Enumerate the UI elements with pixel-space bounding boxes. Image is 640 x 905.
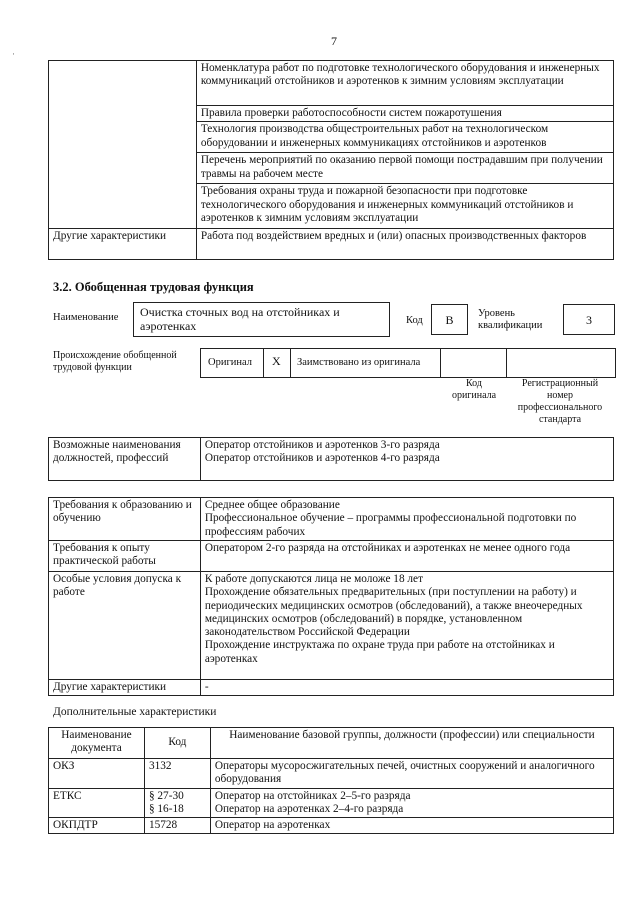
name-label: Наименование: [53, 312, 119, 323]
level-box: [563, 304, 615, 335]
requirement-line: К работе допускаются лица не моложе 18 лет: [204, 573, 423, 585]
requirement-line: -: [204, 681, 209, 693]
admission-label: Особые условия допуска к работе: [49, 572, 201, 680]
knowledge-table: [48, 60, 614, 260]
experience-label: Требования к опыту практической работы: [49, 541, 201, 572]
requirement-line: Профессиональное обучение – программы профессиональной подготовки по профессиям рабочих: [204, 512, 577, 538]
requirements-table: [48, 497, 614, 696]
name-item: Оператор на аэротенках 2–4-го разряда: [214, 802, 404, 815]
name-item: Оператор на отстойниках 2–5-го разряда: [214, 789, 411, 802]
code-item: § 16-18: [148, 802, 184, 815]
code-cell: [144, 759, 210, 789]
reg-number-caption: Регистрационный номер профессионального стандарта: [517, 378, 603, 425]
code-item: 3132: [148, 760, 172, 772]
borrowed-label: Заимствовано из оригинала: [297, 357, 421, 368]
other-label: Другие характеристики: [49, 680, 201, 696]
scan-mark: ·: [12, 49, 15, 59]
origin-label: Происхождение обобщенной трудовой функции: [53, 350, 177, 373]
level-label: Уровень квалификации: [478, 308, 543, 331]
additional-title: Дополнительные характеристики: [53, 706, 217, 718]
other-characteristics-label: Другие характеристики: [49, 229, 197, 260]
code-cell: [144, 788, 210, 818]
positions-table: [48, 437, 614, 481]
requirement-line: Среднее общее образование: [204, 499, 340, 511]
origin-divider-2: [440, 348, 507, 378]
doc-cell: ЕТКС: [49, 788, 145, 818]
knowledge-item: Номенклатура работ по подготовке технологического оборудования и инженерных коммуникаций отстойников и аэротенков к зимним условиям эксплуатации: [196, 61, 613, 106]
positions-values: [200, 438, 613, 481]
doc-cell: ОКПДТР: [49, 818, 145, 834]
education-label: Требования к образованию и обучению: [49, 498, 201, 541]
admission-value: [200, 572, 613, 680]
original-label: Оригинал: [208, 357, 252, 368]
header-doc: Наименование документа: [49, 728, 145, 759]
requirement-line: Прохождение инструктажа по охране труда при работе на отстойниках и аэротенках: [204, 639, 555, 665]
original-mark: X: [272, 354, 281, 368]
other-value: [200, 680, 613, 696]
position-item: Оператор отстойников и аэротенков 3-го разряда: [204, 439, 440, 451]
knowledge-item: Требования охраны труда и пожарной безопасности при подготовке технологического оборудования и инженерных коммуникаций отстойников и аэротенков к зимним условиям эксплуатации: [196, 184, 613, 229]
other-characteristics-value: Работа под воздействием вредных и (или) опасных производственных факторов: [196, 229, 613, 260]
header-name: Наименование базовой группы, должности (профессии) или специальности: [210, 728, 613, 759]
name-item: Оператор на аэротенках: [214, 819, 331, 832]
position-item: Оператор отстойников и аэротенков 4-го разряда: [204, 452, 440, 465]
knowledge-item: Правила проверки работоспособности систем пожаротушения: [196, 106, 613, 122]
requirement-line: Прохождение обязательных предварительных (при поступлении на работу) и периодических медицинских осмотров (обследований), а также внеочередных медицинских осмотров (обследований) в порядке, установленном законодательством Российской Федерации: [204, 586, 583, 639]
code-value: В: [445, 313, 454, 327]
name-cell: [210, 759, 613, 789]
name-cell: [210, 788, 613, 818]
header-code: Код: [144, 728, 210, 759]
code-item: 15728: [148, 819, 178, 832]
page-number: 7: [331, 34, 337, 48]
code-box: [431, 304, 468, 335]
positions-label: Возможные наименования должностей, профессий: [49, 438, 201, 481]
code-cell: [144, 818, 210, 834]
code-item: § 27-30: [148, 789, 184, 802]
code-label: Код: [406, 315, 423, 326]
name-item: Операторы мусоросжигательных печей, очистных сооружений и аналогичного оборудования: [214, 760, 595, 786]
level-value: 3: [586, 313, 592, 327]
doc-cell: ОКЗ: [49, 759, 145, 789]
empty-label-cell: [49, 61, 197, 229]
experience-value: [200, 541, 613, 572]
name-value: Очистка сточных вод на отстойниках и аэротенках: [140, 305, 340, 333]
section-title: 3.2. Обобщенная трудовая функция: [53, 280, 254, 294]
origin-code-caption: Код оригинала: [451, 378, 497, 401]
additional-table: [48, 727, 614, 834]
requirement-line: Оператором 2-го разряда на отстойниках и аэротенках не менее одного года: [204, 542, 571, 554]
name-cell: [210, 818, 613, 834]
knowledge-item: Технология производства общестроительных работ на технологическом оборудовании и инженерных коммуникациях отстойников и аэротенков: [196, 122, 613, 153]
education-value: [200, 498, 613, 541]
knowledge-item: Перечень мероприятий по оказанию первой помощи пострадавшим при получении травмы на рабочем месте: [196, 153, 613, 184]
